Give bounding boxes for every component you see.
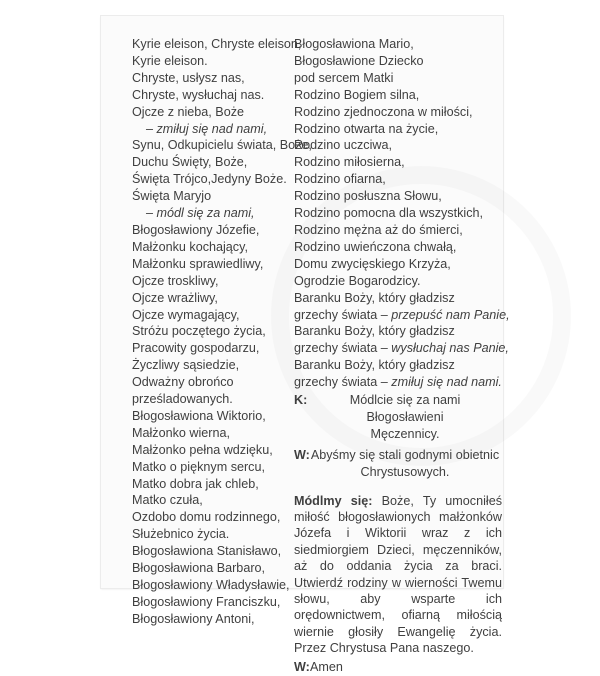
- response-w: [294, 447, 502, 481]
- litany-response: wysłuchaj nas Panie,: [391, 341, 509, 356]
- litany-line-text: Święta Trójco,Jedyny Boże.: [132, 172, 287, 187]
- litany-line: [294, 104, 502, 121]
- litany-line: [294, 357, 502, 374]
- litany-line: [294, 137, 502, 154]
- litany-line-text: Duchu Święty, Boże,: [132, 155, 248, 170]
- litany-line: [132, 53, 310, 70]
- litany-line: [294, 307, 510, 324]
- litany-line-text: Życzliwy sąsiedzie,: [132, 358, 240, 373]
- litany-line-text: Służebnico życia.: [132, 527, 230, 542]
- prayer-body: Boże, Ty umocniłeś miłość błogosławionych małżonków Józefa i Wiktorii wraz z ich siedmiorgiem Dzieci, męczenników, aż do oddania życia za braci. Utwierdź rodziny w wierności Twemu słowu, aby wsparte ich orędownictwem, ofiarną miłością wiernie głosiły Ewangelię życia. Przez Chrystusa Pana naszego.: [294, 493, 502, 656]
- litany-line-text: Błogosławiony Władysławie,: [132, 578, 290, 592]
- litany-line-text: Rodzino pomocna dla wszystkich,: [294, 206, 483, 221]
- litany-line-text: Rodzino uczciwa,: [294, 138, 392, 153]
- litany-line: [132, 256, 310, 273]
- litany-line: [132, 188, 310, 205]
- litany-line-text: Rodzino Bogiem silna,: [294, 87, 420, 102]
- litany-line: [294, 323, 502, 340]
- litany-line-text: Rodzino zjednoczona w miłości,: [294, 104, 473, 119]
- litany-line: [132, 374, 310, 391]
- litany-response: zmiłuj się nad nami.: [391, 375, 502, 390]
- litany-line-text: Chryste, usłysz nas,: [132, 70, 245, 85]
- litany-line-text: – zmiłuj się nad nami,: [146, 121, 268, 136]
- litany-line-text: Chryste, wysłuchaj nas.: [132, 87, 265, 102]
- litany-line-text: grzechy świata –: [294, 341, 392, 356]
- litany-line-text: grzechy świata –: [294, 375, 392, 390]
- litany-line: [294, 340, 509, 357]
- litany-line-text: Ojcze z nieba, Boże: [132, 104, 245, 119]
- response-key: W:: [294, 447, 310, 462]
- litany-line-text: Baranku Boży, który gładzisz: [294, 358, 455, 373]
- litany-line-text: Kyrie eleison, Chryste eleison,: [132, 37, 302, 51]
- litany-line-text: Ozdobo domu rodzinnego,: [132, 510, 281, 525]
- litany-line-text: Stróżu poczętego życia,: [132, 324, 266, 339]
- litany-line-text: Kyrie eleison.: [132, 53, 208, 68]
- litany-line: [132, 104, 310, 121]
- litany-line-text: Małżonko wierna,: [132, 425, 230, 440]
- litany-line: [132, 154, 310, 171]
- litany-line-text: pod sercem Matki: [294, 70, 394, 85]
- litany-line: [294, 256, 502, 273]
- litany-line: [132, 577, 310, 594]
- litany-line: [132, 273, 310, 290]
- litany-line: [132, 340, 310, 357]
- litany-line: [132, 543, 310, 560]
- litany-line-text: Święta Maryjo: [132, 189, 212, 204]
- litany-line-text: Synu, Odkupicielu świata, Boże,: [132, 138, 312, 153]
- prayer-heading: Módlmy się:: [294, 493, 373, 508]
- litany-line-text: Rodzino uwieńczona chwałą,: [294, 239, 457, 254]
- litany-line: [294, 239, 502, 256]
- response-k: [294, 392, 502, 443]
- litany-line-text: Matko o pięknym sercu,: [132, 459, 265, 474]
- litany-line: [132, 391, 310, 408]
- litany-line-text: Błogosławiony Franciszku,: [132, 594, 281, 609]
- litany-line-text: Rodzino posłuszna Słowu,: [294, 189, 442, 204]
- litany-line: [132, 594, 310, 611]
- amen-key: W:: [294, 659, 310, 674]
- litany-line: [132, 36, 310, 53]
- litany-line: [132, 171, 310, 188]
- litany-line-text: Małżonko pełna wdzięku,: [132, 442, 273, 457]
- litany-line-text: Matko dobra jak chleb,: [132, 476, 259, 491]
- litany-line: [132, 121, 310, 138]
- litany-line: [132, 492, 310, 509]
- litany-line: [294, 374, 502, 391]
- litany-line: [132, 222, 310, 239]
- litany-line-text: Małżonku sprawiedliwy,: [132, 256, 264, 271]
- litany-line: [294, 188, 502, 205]
- litany-line: [294, 87, 502, 104]
- litany-line-text: Ojcze wrażliwy,: [132, 290, 218, 305]
- litany-line-text: grzechy świata –: [294, 307, 392, 322]
- litany-line: [132, 290, 310, 307]
- response-key: K:: [294, 393, 308, 408]
- litany-line-text: Ojcze wymagający,: [132, 307, 240, 322]
- litany-line: [132, 70, 310, 87]
- litany-line: [294, 171, 502, 188]
- litany-line-text: Ojcze troskliwy,: [132, 273, 219, 288]
- litany-line: [132, 408, 310, 425]
- litany-line-text: Błogosławiona Wiktorio,: [132, 408, 266, 423]
- litany-response: przepuść nam Panie,: [391, 307, 510, 322]
- amen-line: [294, 659, 502, 676]
- litany-line-text: Baranku Boży, który gładzisz: [294, 324, 455, 339]
- litany-line: [294, 53, 502, 70]
- litany-line-text: Matko czuła,: [132, 493, 203, 508]
- litany-line-text: Błogosławiona Barbaro,: [132, 561, 266, 576]
- litany-line: [132, 357, 310, 374]
- litany-line: [132, 137, 310, 154]
- litany-line: [132, 87, 310, 104]
- litany-line: [132, 239, 310, 256]
- litany-line: [294, 70, 502, 87]
- litany-line-text: Błogosławiony Antoni,: [132, 611, 255, 626]
- litany-line-text: Baranku Boży, który gładzisz: [294, 290, 455, 305]
- litany-line-text: Rodzino otwarta na życie,: [294, 121, 439, 136]
- litany-line: [132, 323, 310, 340]
- litany-line-text: Pracowity gospodarzu,: [132, 341, 260, 356]
- litany-line-text: Rodzino mężna aż do śmierci,: [294, 222, 463, 237]
- litany-line-text: Błogosławiona Stanisławo,: [132, 544, 282, 559]
- litany-line: [132, 442, 310, 459]
- litany-line: [294, 121, 502, 138]
- litany-line: [132, 459, 310, 476]
- litany-line: [294, 36, 502, 53]
- litany-line-text: Ogrodzie Bogarodzicy.: [294, 273, 421, 288]
- litany-line: [132, 526, 310, 543]
- litany-line: [132, 425, 310, 442]
- response-text: Módlcie się za nami Błogosławieni Męczennicy.: [349, 393, 461, 441]
- litany-line-text: Rodzino miłosierna,: [294, 155, 405, 170]
- litany-line-text: Błogosławione Dziecko: [294, 53, 424, 68]
- litany-line: [294, 222, 502, 239]
- litany-line-text: Błogosławiona Mario,: [294, 37, 414, 51]
- litany-line: [132, 205, 310, 222]
- litany-line-text: Małżonku kochający,: [132, 239, 248, 254]
- litany-line-text: Błogosławiony Józefie,: [132, 222, 260, 237]
- litany-line: [294, 290, 502, 307]
- litany-right-column: [294, 36, 510, 676]
- litany-line: [294, 273, 502, 290]
- amen-text: Amen: [310, 659, 343, 674]
- litany-line-text: prześladowanych.: [132, 392, 233, 407]
- closing-prayer: [294, 493, 502, 657]
- litany-card: [101, 16, 510, 674]
- litany-line: [132, 509, 310, 526]
- litany-line-text: – módl się za nami,: [146, 206, 255, 221]
- litany-line-text: Rodzino ofiarna,: [294, 172, 386, 187]
- litany-line: [294, 154, 502, 171]
- litany-line: [132, 307, 310, 324]
- litany-line: [132, 560, 310, 577]
- litany-line-text: Domu zwycięskiego Krzyża,: [294, 256, 451, 271]
- litany-left-column: [132, 36, 310, 628]
- litany-line: [132, 611, 310, 628]
- response-text: Abyśmy się stali godnymi obietnic Chrystusowych.: [310, 447, 500, 479]
- litany-line-text: Odważny obrońco: [132, 375, 234, 390]
- litany-line: [132, 476, 310, 493]
- litany-line: [294, 205, 502, 222]
